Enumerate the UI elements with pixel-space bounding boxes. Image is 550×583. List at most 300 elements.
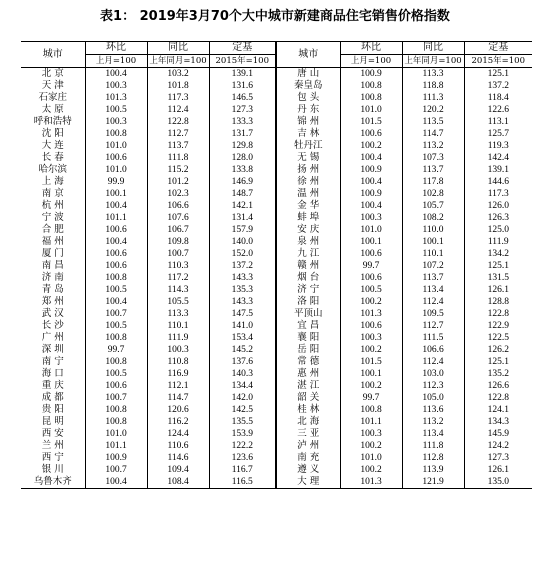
left-mom-cell: 100.7: [85, 392, 147, 404]
left-base-cell: 146.5: [209, 92, 276, 104]
left-yoy-cell: 110.6: [147, 440, 209, 452]
table-row: [21, 296, 532, 308]
right-mom-cell: 100.2: [340, 296, 402, 308]
right-mom-cell: 100.3: [340, 332, 402, 344]
left-city-cell: 天 津: [41, 80, 64, 91]
right-city-cell: 大 理: [276, 476, 340, 489]
right-yoy-cell: 110.0: [402, 224, 464, 236]
table-row: [21, 188, 532, 200]
left-city-cell: 宁 波: [41, 212, 64, 223]
right-mom-cell: 101.3: [340, 476, 402, 489]
right-base-cell: 135.0: [464, 476, 532, 489]
yoy-header-right: 同比: [402, 42, 464, 55]
left-yoy-cell: 112.1: [147, 380, 209, 392]
left-base-cell: 157.9: [209, 224, 276, 236]
left-mom-cell: 100.5: [85, 368, 147, 380]
right-yoy-cell: 113.5: [402, 116, 464, 128]
right-base-cell: 125.1: [464, 260, 532, 272]
right-base-cell: 119.3: [464, 140, 532, 152]
left-city-cell: 上 海: [41, 176, 64, 187]
base-header-right: 定基: [464, 42, 532, 55]
right-mom-cell: 101.3: [340, 308, 402, 320]
left-city-cell: 武 汉: [41, 308, 64, 319]
right-yoy-cell: 109.5: [402, 308, 464, 320]
right-mom-cell: 100.2: [340, 380, 402, 392]
right-base-cell: 128.8: [464, 296, 532, 308]
left-base-cell: 140.3: [209, 368, 276, 380]
left-mom-cell: 100.4: [85, 68, 147, 81]
right-base-cell: 118.4: [464, 92, 532, 104]
right-base-cell: 145.9: [464, 428, 532, 440]
table-row: [21, 104, 532, 116]
right-city-cell: 襄 阳: [276, 332, 340, 344]
left-base-cell: 128.0: [209, 152, 276, 164]
left-mom-cell: 100.4: [85, 236, 147, 248]
right-mom-cell: 100.2: [340, 140, 402, 152]
table-title: 表1： 2019年3月70个大中城市新建商品住宅销售价格指数: [100, 9, 450, 24]
right-base-cell: 113.1: [464, 116, 532, 128]
right-mom-cell: 100.2: [340, 464, 402, 476]
left-base-cell: 147.5: [209, 308, 276, 320]
right-yoy-cell: 107.3: [402, 152, 464, 164]
left-mom-cell: 100.7: [85, 464, 147, 476]
left-yoy-cell: 109.4: [147, 464, 209, 476]
left-base-cell: 142.5: [209, 404, 276, 416]
right-yoy-cell: 112.4: [402, 356, 464, 368]
left-yoy-cell: 101.2: [147, 176, 209, 188]
right-mom-cell: 100.3: [340, 212, 402, 224]
left-city-cell: 郑 州: [41, 296, 64, 307]
left-base-cell: 148.7: [209, 188, 276, 200]
right-base-cell: 126.1: [464, 284, 532, 296]
left-mom-cell: 101.3: [85, 92, 147, 104]
right-mom-cell: 100.9: [340, 68, 402, 81]
left-city-cell: 杭 州: [41, 200, 64, 211]
left-mom-cell: 100.6: [85, 380, 147, 392]
base-header-left: 定基: [209, 42, 276, 55]
left-yoy-cell: 101.8: [147, 80, 209, 92]
left-yoy-cell: 117.2: [147, 272, 209, 284]
right-mom-cell: 100.8: [340, 92, 402, 104]
left-mom-cell: 100.7: [85, 308, 147, 320]
right-base-cell: 124.1: [464, 404, 532, 416]
left-mom-cell: 100.6: [85, 224, 147, 236]
base-sub-right: 2015年=100: [464, 55, 532, 68]
base-sub-left: 2015年=100: [209, 55, 276, 68]
price-index-table: [21, 41, 532, 489]
table-row: [21, 404, 532, 416]
table-row: [21, 92, 532, 104]
right-mom-cell: 100.1: [340, 236, 402, 248]
left-yoy-cell: 111.9: [147, 332, 209, 344]
left-city-cell: 呼和浩特: [33, 116, 72, 127]
left-base-cell: 122.2: [209, 440, 276, 452]
right-mom-cell: 101.0: [340, 104, 402, 116]
left-mom-cell: 100.8: [85, 272, 147, 284]
right-mom-cell: 100.2: [340, 440, 402, 452]
left-mom-cell: 101.1: [85, 440, 147, 452]
left-mom-cell: 100.6: [85, 248, 147, 260]
left-yoy-cell: 110.8: [147, 356, 209, 368]
right-mom-cell: 100.4: [340, 200, 402, 212]
right-yoy-cell: 112.7: [402, 320, 464, 332]
table-header: [21, 42, 532, 68]
right-city-cell: 遵 义: [276, 464, 340, 476]
table-row: [21, 380, 532, 392]
left-city-cell: 南 昌: [41, 260, 64, 271]
left-city-cell: 乌鲁木齐: [21, 476, 85, 489]
left-yoy-cell: 120.6: [147, 404, 209, 416]
left-yoy-cell: 106.7: [147, 224, 209, 236]
table-row: [21, 284, 532, 296]
right-base-cell: 122.8: [464, 392, 532, 404]
left-city-cell: 大 连: [41, 140, 64, 151]
right-mom-cell: 100.3: [340, 428, 402, 440]
right-base-cell: 135.2: [464, 368, 532, 380]
right-mom-cell: 100.6: [340, 320, 402, 332]
left-city-cell: 海 口: [41, 368, 64, 379]
right-base-cell: 144.6: [464, 176, 532, 188]
left-mom-cell: 100.5: [85, 320, 147, 332]
left-yoy-cell: 115.2: [147, 164, 209, 176]
table-row: [21, 212, 532, 224]
right-city-cell: 锦 州: [276, 116, 340, 128]
left-yoy-cell: 110.1: [147, 320, 209, 332]
left-yoy-cell: 111.8: [147, 152, 209, 164]
left-base-cell: 131.4: [209, 212, 276, 224]
left-base-cell: 129.8: [209, 140, 276, 152]
right-mom-cell: 100.6: [340, 272, 402, 284]
left-yoy-cell: 116.2: [147, 416, 209, 428]
left-city-cell: 西 安: [41, 428, 64, 439]
left-base-cell: 133.3: [209, 116, 276, 128]
table-body: [21, 68, 532, 489]
left-base-cell: 142.1: [209, 200, 276, 212]
left-yoy-cell: 106.6: [147, 200, 209, 212]
table-row: [21, 164, 532, 176]
right-city-cell: 扬 州: [276, 164, 340, 176]
right-yoy-cell: 113.7: [402, 272, 464, 284]
table-row: [21, 128, 532, 140]
left-city-cell: 银 川: [41, 464, 64, 475]
right-city-cell: 洛 阳: [276, 296, 340, 308]
left-mom-cell: 100.8: [85, 356, 147, 368]
right-yoy-cell: 105.0: [402, 392, 464, 404]
right-city-cell: 无 锡: [276, 152, 340, 164]
left-base-cell: 123.6: [209, 452, 276, 464]
right-yoy-cell: 113.7: [402, 164, 464, 176]
table-row: [21, 440, 532, 452]
left-city-cell: 合 肥: [41, 224, 64, 235]
right-yoy-cell: 106.6: [402, 344, 464, 356]
left-base-cell: 142.0: [209, 392, 276, 404]
left-yoy-cell: 102.3: [147, 188, 209, 200]
left-yoy-cell: 117.3: [147, 92, 209, 104]
left-yoy-cell: 108.4: [147, 476, 209, 489]
right-base-cell: 139.1: [464, 164, 532, 176]
left-base-cell: 153.9: [209, 428, 276, 440]
left-base-cell: 133.8: [209, 164, 276, 176]
mom-sub-left: 上月=100: [85, 55, 147, 68]
right-base-cell: 137.2: [464, 80, 532, 92]
left-city-cell: 南 宁: [41, 356, 64, 367]
table-row: [21, 80, 532, 92]
right-city-cell: 平顶山: [276, 308, 340, 320]
left-mom-cell: 100.8: [85, 404, 147, 416]
left-base-cell: 134.4: [209, 380, 276, 392]
left-yoy-cell: 103.2: [147, 68, 209, 81]
right-base-cell: 117.3: [464, 188, 532, 200]
left-city-cell: 济 南: [41, 272, 64, 283]
table-row: [21, 476, 532, 489]
right-yoy-cell: 112.3: [402, 380, 464, 392]
right-yoy-cell: 108.2: [402, 212, 464, 224]
right-mom-cell: 99.7: [340, 260, 402, 272]
right-base-cell: 134.3: [464, 416, 532, 428]
left-yoy-cell: 116.9: [147, 368, 209, 380]
right-yoy-cell: 121.9: [402, 476, 464, 489]
right-yoy-cell: 107.2: [402, 260, 464, 272]
right-yoy-cell: 113.4: [402, 428, 464, 440]
right-city-cell: 岳 阳: [276, 344, 340, 356]
right-base-cell: 126.3: [464, 212, 532, 224]
right-city-cell: 金 华: [276, 200, 340, 212]
right-base-cell: 125.1: [464, 68, 532, 81]
table-row: [21, 356, 532, 368]
left-yoy-cell: 113.3: [147, 308, 209, 320]
right-yoy-cell: 113.4: [402, 284, 464, 296]
right-mom-cell: 100.6: [340, 128, 402, 140]
left-city-cell: 成 都: [41, 392, 64, 403]
right-base-cell: 126.0: [464, 200, 532, 212]
left-base-cell: 141.0: [209, 320, 276, 332]
right-mom-cell: 100.6: [340, 248, 402, 260]
left-mom-cell: 100.5: [85, 284, 147, 296]
left-city-cell: 厦 门: [41, 248, 64, 259]
yoy-sub-right: 上年同月=100: [402, 55, 464, 68]
right-city-cell: 惠 州: [276, 368, 340, 380]
right-yoy-cell: 111.3: [402, 92, 464, 104]
table-row: [21, 248, 532, 260]
right-city-cell: 温 州: [276, 188, 340, 200]
right-city-cell: 秦皇岛: [276, 80, 340, 92]
left-yoy-cell: 114.6: [147, 452, 209, 464]
left-mom-cell: 101.1: [85, 212, 147, 224]
right-yoy-cell: 113.6: [402, 404, 464, 416]
right-mom-cell: 100.4: [340, 176, 402, 188]
left-base-cell: 127.3: [209, 104, 276, 116]
right-city-cell: 包 头: [276, 92, 340, 104]
right-city-cell: 安 庆: [276, 224, 340, 236]
right-base-cell: 126.6: [464, 380, 532, 392]
table-row: [21, 308, 532, 320]
right-base-cell: 126.1: [464, 464, 532, 476]
mom-sub-right: 上月=100: [340, 55, 402, 68]
left-yoy-cell: 107.6: [147, 212, 209, 224]
yoy-header-left: 同比: [147, 42, 209, 55]
right-city-cell: 唐 山: [276, 68, 340, 81]
right-base-cell: 122.6: [464, 104, 532, 116]
left-mom-cell: 101.0: [85, 428, 147, 440]
left-base-cell: 153.4: [209, 332, 276, 344]
left-city-cell: 福 州: [41, 236, 64, 247]
left-mom-cell: 100.6: [85, 152, 147, 164]
left-city-cell: 长 沙: [41, 320, 64, 331]
left-yoy-cell: 100.7: [147, 248, 209, 260]
right-city-cell: 湛 江: [276, 380, 340, 392]
right-city-cell: 韶 关: [276, 392, 340, 404]
table-row: [21, 320, 532, 332]
right-yoy-cell: 113.2: [402, 140, 464, 152]
right-yoy-cell: 111.8: [402, 440, 464, 452]
left-mom-cell: 100.5: [85, 104, 147, 116]
left-yoy-cell: 112.7: [147, 128, 209, 140]
table-row: [21, 260, 532, 272]
right-mom-cell: 100.8: [340, 404, 402, 416]
table-row: [21, 68, 532, 81]
left-base-cell: 152.0: [209, 248, 276, 260]
right-base-cell: 122.5: [464, 332, 532, 344]
yoy-sub-left: 上年同月=100: [147, 55, 209, 68]
right-yoy-cell: 100.1: [402, 236, 464, 248]
left-city-cell: 北 京: [41, 68, 64, 79]
right-yoy-cell: 118.8: [402, 80, 464, 92]
left-base-cell: 146.9: [209, 176, 276, 188]
right-base-cell: 125.7: [464, 128, 532, 140]
left-mom-cell: 100.4: [85, 476, 147, 489]
right-base-cell: 125.1: [464, 356, 532, 368]
left-yoy-cell: 114.3: [147, 284, 209, 296]
left-base-cell: 137.2: [209, 260, 276, 272]
right-city-cell: 常 德: [276, 356, 340, 368]
left-city-cell: 南 京: [41, 188, 64, 199]
left-yoy-cell: 100.3: [147, 344, 209, 356]
left-city-cell: 广 州: [41, 332, 64, 343]
left-city-cell: 沈 阳: [41, 128, 64, 139]
left-mom-cell: 100.8: [85, 416, 147, 428]
right-city-cell: 烟 台: [276, 272, 340, 284]
right-mom-cell: 100.9: [340, 164, 402, 176]
right-base-cell: 125.0: [464, 224, 532, 236]
right-mom-cell: 100.2: [340, 344, 402, 356]
left-mom-cell: 100.4: [85, 200, 147, 212]
right-mom-cell: 101.5: [340, 356, 402, 368]
right-yoy-cell: 113.9: [402, 464, 464, 476]
table-row: [21, 176, 532, 188]
table-row: [21, 416, 532, 428]
table-row: [21, 332, 532, 344]
left-city-cell: 石家庄: [38, 92, 67, 103]
right-yoy-cell: 103.0: [402, 368, 464, 380]
right-city-cell: 九 江: [276, 248, 340, 260]
right-city-cell: 宜 昌: [276, 320, 340, 332]
right-mom-cell: 101.0: [340, 452, 402, 464]
left-base-cell: 143.3: [209, 296, 276, 308]
table-row: [21, 152, 532, 164]
right-mom-cell: 100.8: [340, 80, 402, 92]
right-yoy-cell: 117.8: [402, 176, 464, 188]
left-base-cell: 137.6: [209, 356, 276, 368]
left-yoy-cell: 113.7: [147, 140, 209, 152]
left-base-cell: 145.2: [209, 344, 276, 356]
right-base-cell: 124.2: [464, 440, 532, 452]
left-yoy-cell: 105.5: [147, 296, 209, 308]
right-yoy-cell: 113.3: [402, 68, 464, 81]
table-row: [21, 464, 532, 476]
table-row: [21, 140, 532, 152]
right-city-cell: 泸 州: [276, 440, 340, 452]
right-base-cell: 131.5: [464, 272, 532, 284]
left-yoy-cell: 110.3: [147, 260, 209, 272]
right-yoy-cell: 114.7: [402, 128, 464, 140]
left-mom-cell: 99.7: [85, 344, 147, 356]
right-mom-cell: 101.1: [340, 416, 402, 428]
right-mom-cell: 100.4: [340, 152, 402, 164]
right-base-cell: 126.2: [464, 344, 532, 356]
right-mom-cell: 101.0: [340, 224, 402, 236]
left-city-cell: 长 春: [41, 152, 64, 163]
right-city-cell: 徐 州: [276, 176, 340, 188]
city-header-right: 城市: [276, 42, 340, 68]
right-yoy-cell: 110.1: [402, 248, 464, 260]
mom-header-left: 环比: [85, 42, 147, 55]
right-city-cell: 北 海: [276, 416, 340, 428]
left-mom-cell: 99.9: [85, 176, 147, 188]
left-city-cell: 青 岛: [41, 284, 64, 295]
right-mom-cell: 99.7: [340, 392, 402, 404]
right-base-cell: 142.4: [464, 152, 532, 164]
left-base-cell: 140.0: [209, 236, 276, 248]
table-row: [21, 452, 532, 464]
city-header-left: 城市: [21, 42, 85, 68]
left-city-cell: 太 原: [41, 104, 64, 115]
left-city-cell: 重 庆: [41, 380, 64, 391]
left-yoy-cell: 122.8: [147, 116, 209, 128]
left-city-cell: 深 圳: [41, 344, 64, 355]
right-city-cell: 南 充: [276, 452, 340, 464]
table-row: [21, 200, 532, 212]
right-city-cell: 吉 林: [276, 128, 340, 140]
right-mom-cell: 100.9: [340, 188, 402, 200]
left-city-cell: 哈尔滨: [38, 164, 67, 175]
right-city-cell: 济 宁: [276, 284, 340, 296]
right-mom-cell: 100.5: [340, 284, 402, 296]
table-row: [21, 344, 532, 356]
left-mom-cell: 100.6: [85, 260, 147, 272]
right-yoy-cell: 113.2: [402, 416, 464, 428]
left-city-cell: 兰 州: [41, 440, 64, 451]
left-city-cell: 贵 阳: [41, 404, 64, 415]
right-base-cell: 122.8: [464, 308, 532, 320]
left-base-cell: 131.6: [209, 80, 276, 92]
left-mom-cell: 100.8: [85, 128, 147, 140]
right-city-cell: 泉 州: [276, 236, 340, 248]
right-yoy-cell: 102.8: [402, 188, 464, 200]
right-mom-cell: 100.1: [340, 368, 402, 380]
right-yoy-cell: 112.8: [402, 452, 464, 464]
left-yoy-cell: 112.4: [147, 104, 209, 116]
left-city-cell: 昆 明: [41, 416, 64, 427]
right-yoy-cell: 111.5: [402, 332, 464, 344]
left-base-cell: 116.7: [209, 464, 276, 476]
right-city-cell: 赣 州: [276, 260, 340, 272]
right-city-cell: 蚌 埠: [276, 212, 340, 224]
table-row: [21, 224, 532, 236]
left-mom-cell: 100.9: [85, 452, 147, 464]
right-city-cell: 丹 东: [276, 104, 340, 116]
table-row: [21, 428, 532, 440]
right-yoy-cell: 112.4: [402, 296, 464, 308]
